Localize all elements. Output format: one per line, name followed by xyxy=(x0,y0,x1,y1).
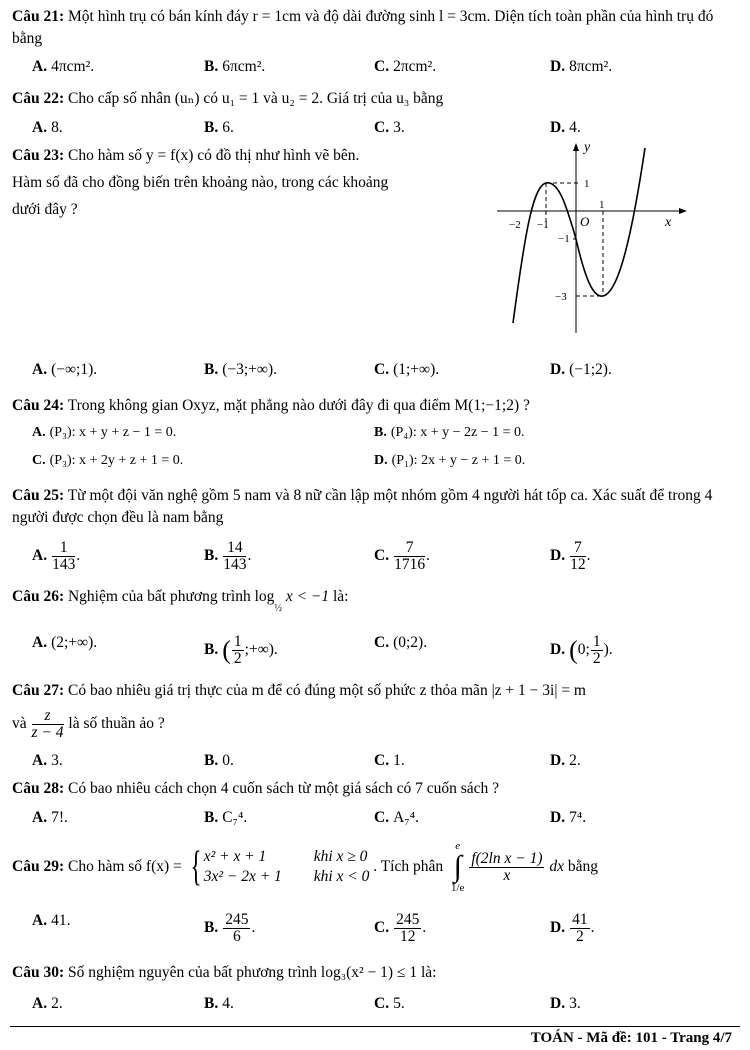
option-c[interactable]: C. 5. xyxy=(374,995,405,1012)
function-graph xyxy=(495,138,695,338)
question-29: Câu 29: Cho hàm số f(x) = { x² + x + 1 khi x ≥ 0 3x² − 2x + 1 khi x < 0 . Tích phân e ∫ 1/e $\frac{\text{f(2ln x − 1)}}{x}$ dx bằng xyxy=(12,840,599,894)
option-c[interactable]: C. 2πcm². xyxy=(374,58,437,75)
option-a[interactable]: A. 2. xyxy=(32,995,63,1012)
option-d[interactable]: D. (−1;2). xyxy=(550,361,612,378)
option-b[interactable]: B. $\frac{245}{6}$ . xyxy=(204,911,256,945)
question-22: Câu 22: Cho cấp số nhân (uₙ) có u₁ = 1 và u₂ = 2. Giá trị của u₃ bằng xyxy=(12,90,444,107)
tick-y-1: 1 xyxy=(584,178,590,190)
option-c[interactable]: C. 3. xyxy=(374,119,405,136)
question-22-text: Cho cấp số nhân (uₙ) có u₁ = 1 và u₂ = 2. Giá trị của u₃ bằng xyxy=(67,90,444,107)
options-23 xyxy=(32,361,732,385)
question-28-text: Có bao nhiêu cách chọn 4 cuốn sách từ một giá sách có 7 cuốn sách ? xyxy=(67,780,500,797)
footer-text: TOÁN - Mã đề: 101 - Trang 4/7 xyxy=(530,1030,732,1046)
question-21: Câu 21: Một hình trụ có bán kính đáy r = 1cm và độ dài đường sinh l = 3cm. Diện tích toàn phần của hình trụ đó bằng xyxy=(12,8,714,47)
origin-label: O xyxy=(580,214,590,229)
tick-1: 1 xyxy=(599,199,605,211)
option-a[interactable]: A. 8. xyxy=(32,119,63,136)
page-footer xyxy=(10,1026,740,1046)
question-28: Câu 28: Có bao nhiêu cách chọn 4 cuốn sách từ một giá sách có 7 cuốn sách ? xyxy=(12,780,500,797)
option-c[interactable]: C. (1;+∞). xyxy=(374,361,440,378)
option-b[interactable]: B. 6πcm². xyxy=(204,58,266,75)
question-27-line2: và $\frac{z}{z - 4}$ là số thuần ảo ? xyxy=(12,706,165,741)
question-23: Câu 23: Cho hàm số y = f(x) có đồ thị như hình vẽ bên. Hàm số đã cho đồng biến trên khoảng nào, trong các khoảng dưới đây ? xyxy=(12,147,389,218)
option-a[interactable]: A. (P₃): x + y + z − 1 = 0. xyxy=(32,425,177,440)
question-25-text: Từ một đội văn nghệ gồm 5 nam và 8 nữ cần lập một nhóm gồm 4 người hát tốp ca. Xác suất để trong 4 người được chọn đều là nam bằng xyxy=(12,487,713,526)
option-c[interactable]: C. $\frac{245}{12}$ . xyxy=(374,911,427,945)
question-21-text: Một hình trụ có bán kính đáy r = 1cm và độ dài đường sinh l = 3cm. Diện tích toàn phần của hình trụ đó bằng xyxy=(12,8,714,47)
tick-y-minus-3: −3 xyxy=(555,291,567,303)
option-c[interactable]: C. $\frac{7}{1716}$ . xyxy=(374,539,430,573)
options-27 xyxy=(32,752,732,776)
option-d[interactable]: D. $\frac{7}{12}$ . xyxy=(550,539,591,573)
options-24b xyxy=(32,453,732,477)
option-d[interactable]: D. $\frac{41}{2}$ . xyxy=(550,911,595,945)
options-29 xyxy=(32,912,732,950)
option-b[interactable]: B. (P₄): x + y − 2z − 1 = 0. xyxy=(374,425,525,440)
option-b[interactable]: B. ( $\frac{1}{2}$ ;+∞). xyxy=(204,633,278,667)
tick-minus-1: −1 xyxy=(537,219,549,231)
option-a[interactable]: A. 4πcm². xyxy=(32,58,95,75)
question-27-text: Có bao nhiêu giá trị thực của m để có đúng một số phức z thỏa mãn |z + 1 − 3i| = m xyxy=(67,682,586,699)
option-d[interactable]: D. 8πcm². xyxy=(550,58,613,75)
question-26: Câu 26: Nghiệm của bất phương trình $\log_{\frac{1}{2}} x < -1$ là: xyxy=(12,588,349,615)
options-30 xyxy=(32,995,732,1019)
tick-y-minus-1: −1 xyxy=(558,233,570,245)
option-d[interactable]: D. 3. xyxy=(550,995,581,1012)
log-half: $\log_{\frac{1}{2}}$ xyxy=(254,588,282,615)
options-24a xyxy=(32,425,732,449)
option-a[interactable]: A. 7!. xyxy=(32,809,68,826)
options-26 xyxy=(32,634,732,674)
question-30: Câu 30: Số nghiệm nguyên của bất phương trình log₃(x² − 1) ≤ 1 là: xyxy=(12,964,437,981)
question-24-text: Trong không gian Oxyz, mặt phẳng nào dưới đây đi qua điểm M(1;−1;2) ? xyxy=(67,397,530,414)
y-label: y xyxy=(584,140,591,155)
option-d[interactable]: D. 4. xyxy=(550,119,581,136)
x-label: x xyxy=(665,215,672,230)
option-d[interactable]: D. (P₁): 2x + y − z + 1 = 0. xyxy=(374,453,526,468)
option-a[interactable]: A. 3. xyxy=(32,752,63,769)
integral-sign: e ∫ 1/e xyxy=(451,840,465,894)
x-axis-arrow xyxy=(679,208,687,214)
question-24: Câu 24: Trong không gian Oxyz, mặt phẳng nào dưới đây đi qua điểm M(1;−1;2) ? xyxy=(12,397,530,414)
option-c[interactable]: C. A₇⁴. xyxy=(374,809,419,826)
question-30-text: Số nghiệm nguyên của bất phương trình log₃(x² − 1) ≤ 1 là: xyxy=(67,964,437,981)
options-25 xyxy=(32,540,732,578)
option-c[interactable]: C. 1. xyxy=(374,752,405,769)
option-b[interactable]: B. (−3;+∞). xyxy=(204,361,278,378)
option-c[interactable]: C. (0;2). xyxy=(374,634,428,651)
option-b[interactable]: B. C₇⁴. xyxy=(204,809,248,826)
question-25: Câu 25: Từ một đội văn nghệ gồm 5 nam và 8 nữ cần lập một nhóm gồm 4 người hát tốp ca. Xác suất để trong 4 người được chọn đều là nam bằng xyxy=(12,487,713,526)
option-a[interactable]: A. $\frac{1}{143}$ . xyxy=(32,539,81,573)
option-b[interactable]: B. 6. xyxy=(204,119,234,136)
option-a[interactable]: A. 41. xyxy=(32,912,71,929)
function-curve xyxy=(513,148,645,323)
option-b[interactable]: B. 4. xyxy=(204,995,234,1012)
option-d[interactable]: D. 7⁴. xyxy=(550,809,587,826)
question-27: Câu 27: Có bao nhiêu giá trị thực của m để có đúng một số phức z thỏa mãn |z + 1 − 3i| = m xyxy=(12,682,586,699)
option-b[interactable]: B. $\frac{14}{143}$ . xyxy=(204,539,252,573)
guide-lines xyxy=(546,183,603,296)
option-c[interactable]: C. (P₃): x + 2y + z + 1 = 0. xyxy=(32,453,184,468)
options-28 xyxy=(32,809,732,833)
y-axis-arrow xyxy=(573,143,579,151)
option-a[interactable]: A. (2;+∞). xyxy=(32,634,98,651)
option-b[interactable]: B. 0. xyxy=(204,752,234,769)
tick-minus-2: −2 xyxy=(509,219,521,231)
options-21 xyxy=(32,58,732,82)
option-d[interactable]: D. (0; $\frac{1}{2}$ ). xyxy=(550,633,613,667)
option-a[interactable]: A. (−∞;1). xyxy=(32,361,98,378)
option-d[interactable]: D. 2. xyxy=(550,752,581,769)
